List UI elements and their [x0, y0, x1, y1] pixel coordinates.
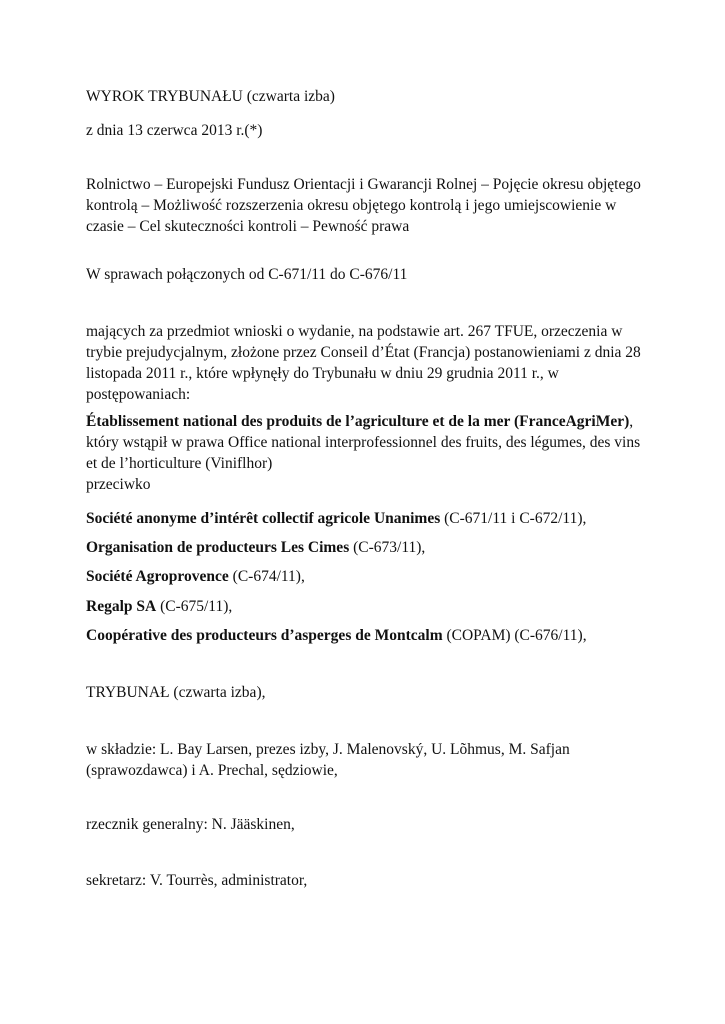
defendant-name: Coopérative des producteurs d’asperges de Montcalm	[86, 627, 443, 644]
defendant-case: (C‑675/11),	[156, 598, 233, 615]
judgment-date: z dnia 13 czerwca 2013 r.(*)	[86, 122, 263, 139]
defendant-name: Regalp SA	[86, 598, 157, 615]
defendant-line	[86, 508, 646, 529]
defendant-line	[86, 596, 646, 617]
keywords-paragraph: Rolnictwo – Europejski Fundusz Orientacji i Gwarancji Rolnej – Pojęcie okresu objętego kontrolą – Możliwość rozszerzenia okresu objętego kontrolą i jego umiejscowienie w czasie – Cel skuteczności kontroli – Pewność prawa	[86, 176, 641, 235]
subject-paragraph: mających za przedmiot wnioski o wydanie, na podstawie art. 267 TFUE, orzeczenia w trybie prejudycjalnym, złożone przez Conseil d’État (Francja) postanowieniami z dnia 28 listopada 2011 r., które wpłynęły do Trybunału w dniu 29 grudnia 2011 r., w postępowaniach:	[86, 323, 641, 403]
applicant-details: , który wstąpił w prawa Office national interprofessionnel des fruits, des légumes, des vins et de l’horticulture (Viniflhor)	[86, 413, 641, 472]
defendant-case: (COPAM) (C‑676/11),	[442, 627, 587, 644]
defendant-case: (C‑674/11),	[228, 568, 305, 585]
defendant-name: Organisation de producteurs Les Cimes	[86, 539, 350, 556]
court-line: TRYBUNAŁ (czwarta izba),	[86, 684, 266, 701]
versus-line: przeciwko	[86, 476, 151, 493]
applicant-name: Établissement national des produits de l’agriculture et de la mer (FranceAgriMer)	[86, 413, 630, 430]
composition-paragraph: w składzie: L. Bay Larsen, prezes izby, J. Malenovský, U. Lõhmus, M. Safjan (sprawozdawca) i A. Prechal, sędziowie,	[86, 741, 570, 779]
judgment-heading: WYROK TRYBUNAŁU (czwarta izba)	[86, 88, 335, 105]
applicant-paragraph	[86, 411, 646, 474]
defendant-line	[86, 625, 646, 646]
registrar-line: sekretarz: V. Tourrès, administrator,	[86, 872, 308, 889]
defendant-name: Société Agroprovence	[86, 568, 229, 585]
defendant-line	[86, 566, 646, 587]
advocate-general-line: rzecznik generalny: N. Jääskinen,	[86, 816, 295, 833]
defendant-name: Société anonyme d’intérêt collectif agricole Unanimes	[86, 510, 441, 527]
defendant-case: (C‑671/11 i C‑672/11),	[440, 510, 587, 527]
defendant-case: (C‑673/11),	[349, 539, 426, 556]
joined-cases-line: W sprawach połączonych od C‑671/11 do C‑676/11	[86, 266, 408, 283]
defendant-line	[86, 537, 646, 558]
